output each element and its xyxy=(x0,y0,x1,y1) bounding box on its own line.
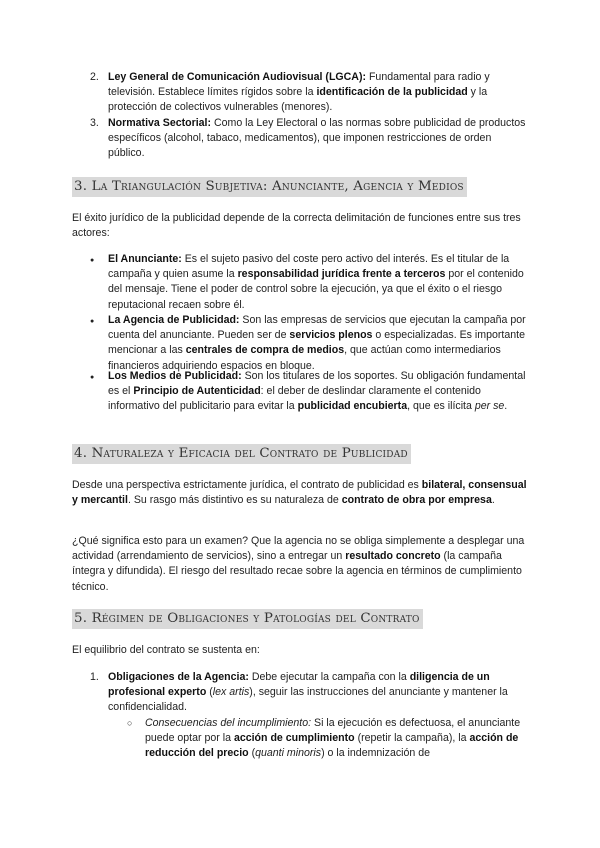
list-item-lgca xyxy=(90,70,528,116)
list-item-normativa-sectorial xyxy=(90,116,528,162)
list-number: 3. xyxy=(90,117,99,129)
bullet-icon xyxy=(90,313,94,329)
list-item-text: Ley General de Comunicación Audiovisual (LGCA): Fundamental para radio y televisión. Establece límites rígidos sobre la identificación de la publicidad y la protección de colectivos vulnerables (menores). xyxy=(108,71,490,114)
list-item-text: Normativa Sectorial: Como la Ley Electoral o las normas sobre publicidad de productos específicos (alcohol, tabaco, medicamentos), que imponen restricciones de orden público. xyxy=(108,117,526,160)
section4-paragraph-2: ¿Qué significa esto para un examen? Que la agencia no se obliga simplemente a desplegar una actividad (arrendamiento de servicios), sino a entregar un resultado concreto (la campaña íntegra y difundida). El riesgo del resultado recae sobre la agencia en términos de cumplimiento técnico. xyxy=(72,535,525,593)
section-heading-4: 4. Naturaleza y Eficacia del Contrato de Publicidad xyxy=(72,444,411,464)
bullet-anunciante: ● El Anunciante: Es el sujeto pasivo del coste pero activo del interés. Es el titular de la campaña y quien asume la responsabilidad jurídica frente a terceros por el contenido del mensaje. Tiene el poder de control sobre la ejecución, ya que el éxito o el riesgo reputacional recaen sobre él. xyxy=(108,252,530,313)
bullet-icon xyxy=(90,369,94,385)
bullet-agencia: ● La Agencia de Publicidad: Son las empresas de servicios que ejecutan la campaña por cuenta del anunciante. Pueden ser de servicios plenos o especializadas. Es importante mencionar a las centrales de compra de medios, que actúan como intermediarios financieros adquiriendo espacios en bloque. xyxy=(108,313,530,374)
list-number: 1. xyxy=(90,671,99,683)
list-number: 2. xyxy=(90,71,99,83)
section-heading-5: 5. Régimen de Obligaciones y Patologías del Contrato xyxy=(72,609,423,629)
section3-intro: El éxito jurídico de la publicidad depende de la correcta delimitación de funciones entre sus tres actores: xyxy=(72,212,521,240)
sub-item-consecuencias: ○ Consecuencias del incumplimiento: Si la ejecución es defectuosa, el anunciante puede optar por la acción de cumplimiento (repetir la campaña), la acción de reducción del precio (quanti minoris) o la indemnización de xyxy=(145,716,530,762)
list-item-obligaciones-agencia: 1. Obligaciones de la Agencia: Debe ejecutar la campaña con la diligencia de un profesional experto (lex artis), seguir las instrucciones del anunciante y mantener la confidencialidad. xyxy=(90,671,508,714)
section-heading-3: 3. La Triangulación Subjetiva: Anunciante, Agencia y Medios xyxy=(72,177,467,197)
circle-bullet-icon xyxy=(127,716,132,731)
section4-paragraph-1: Desde una perspectiva estrictamente jurídica, el contrato de publicidad es bilateral, consensual y mercantil. Su rasgo más distintivo es su naturaleza de contrato de obra por empresa. xyxy=(72,479,527,507)
bullet-medios: ● Los Medios de Publicidad: Son los titulares de los soportes. Su obligación fundamental es el Principio de Autenticidad: el deber de deslindar claramente el contenido informativo del publicitario para evitar la publicidad encubierta, que es ilícita per se. xyxy=(108,369,530,415)
bullet-icon xyxy=(90,252,94,268)
section5-intro: El equilibrio del contrato se sustenta en: xyxy=(72,644,260,656)
